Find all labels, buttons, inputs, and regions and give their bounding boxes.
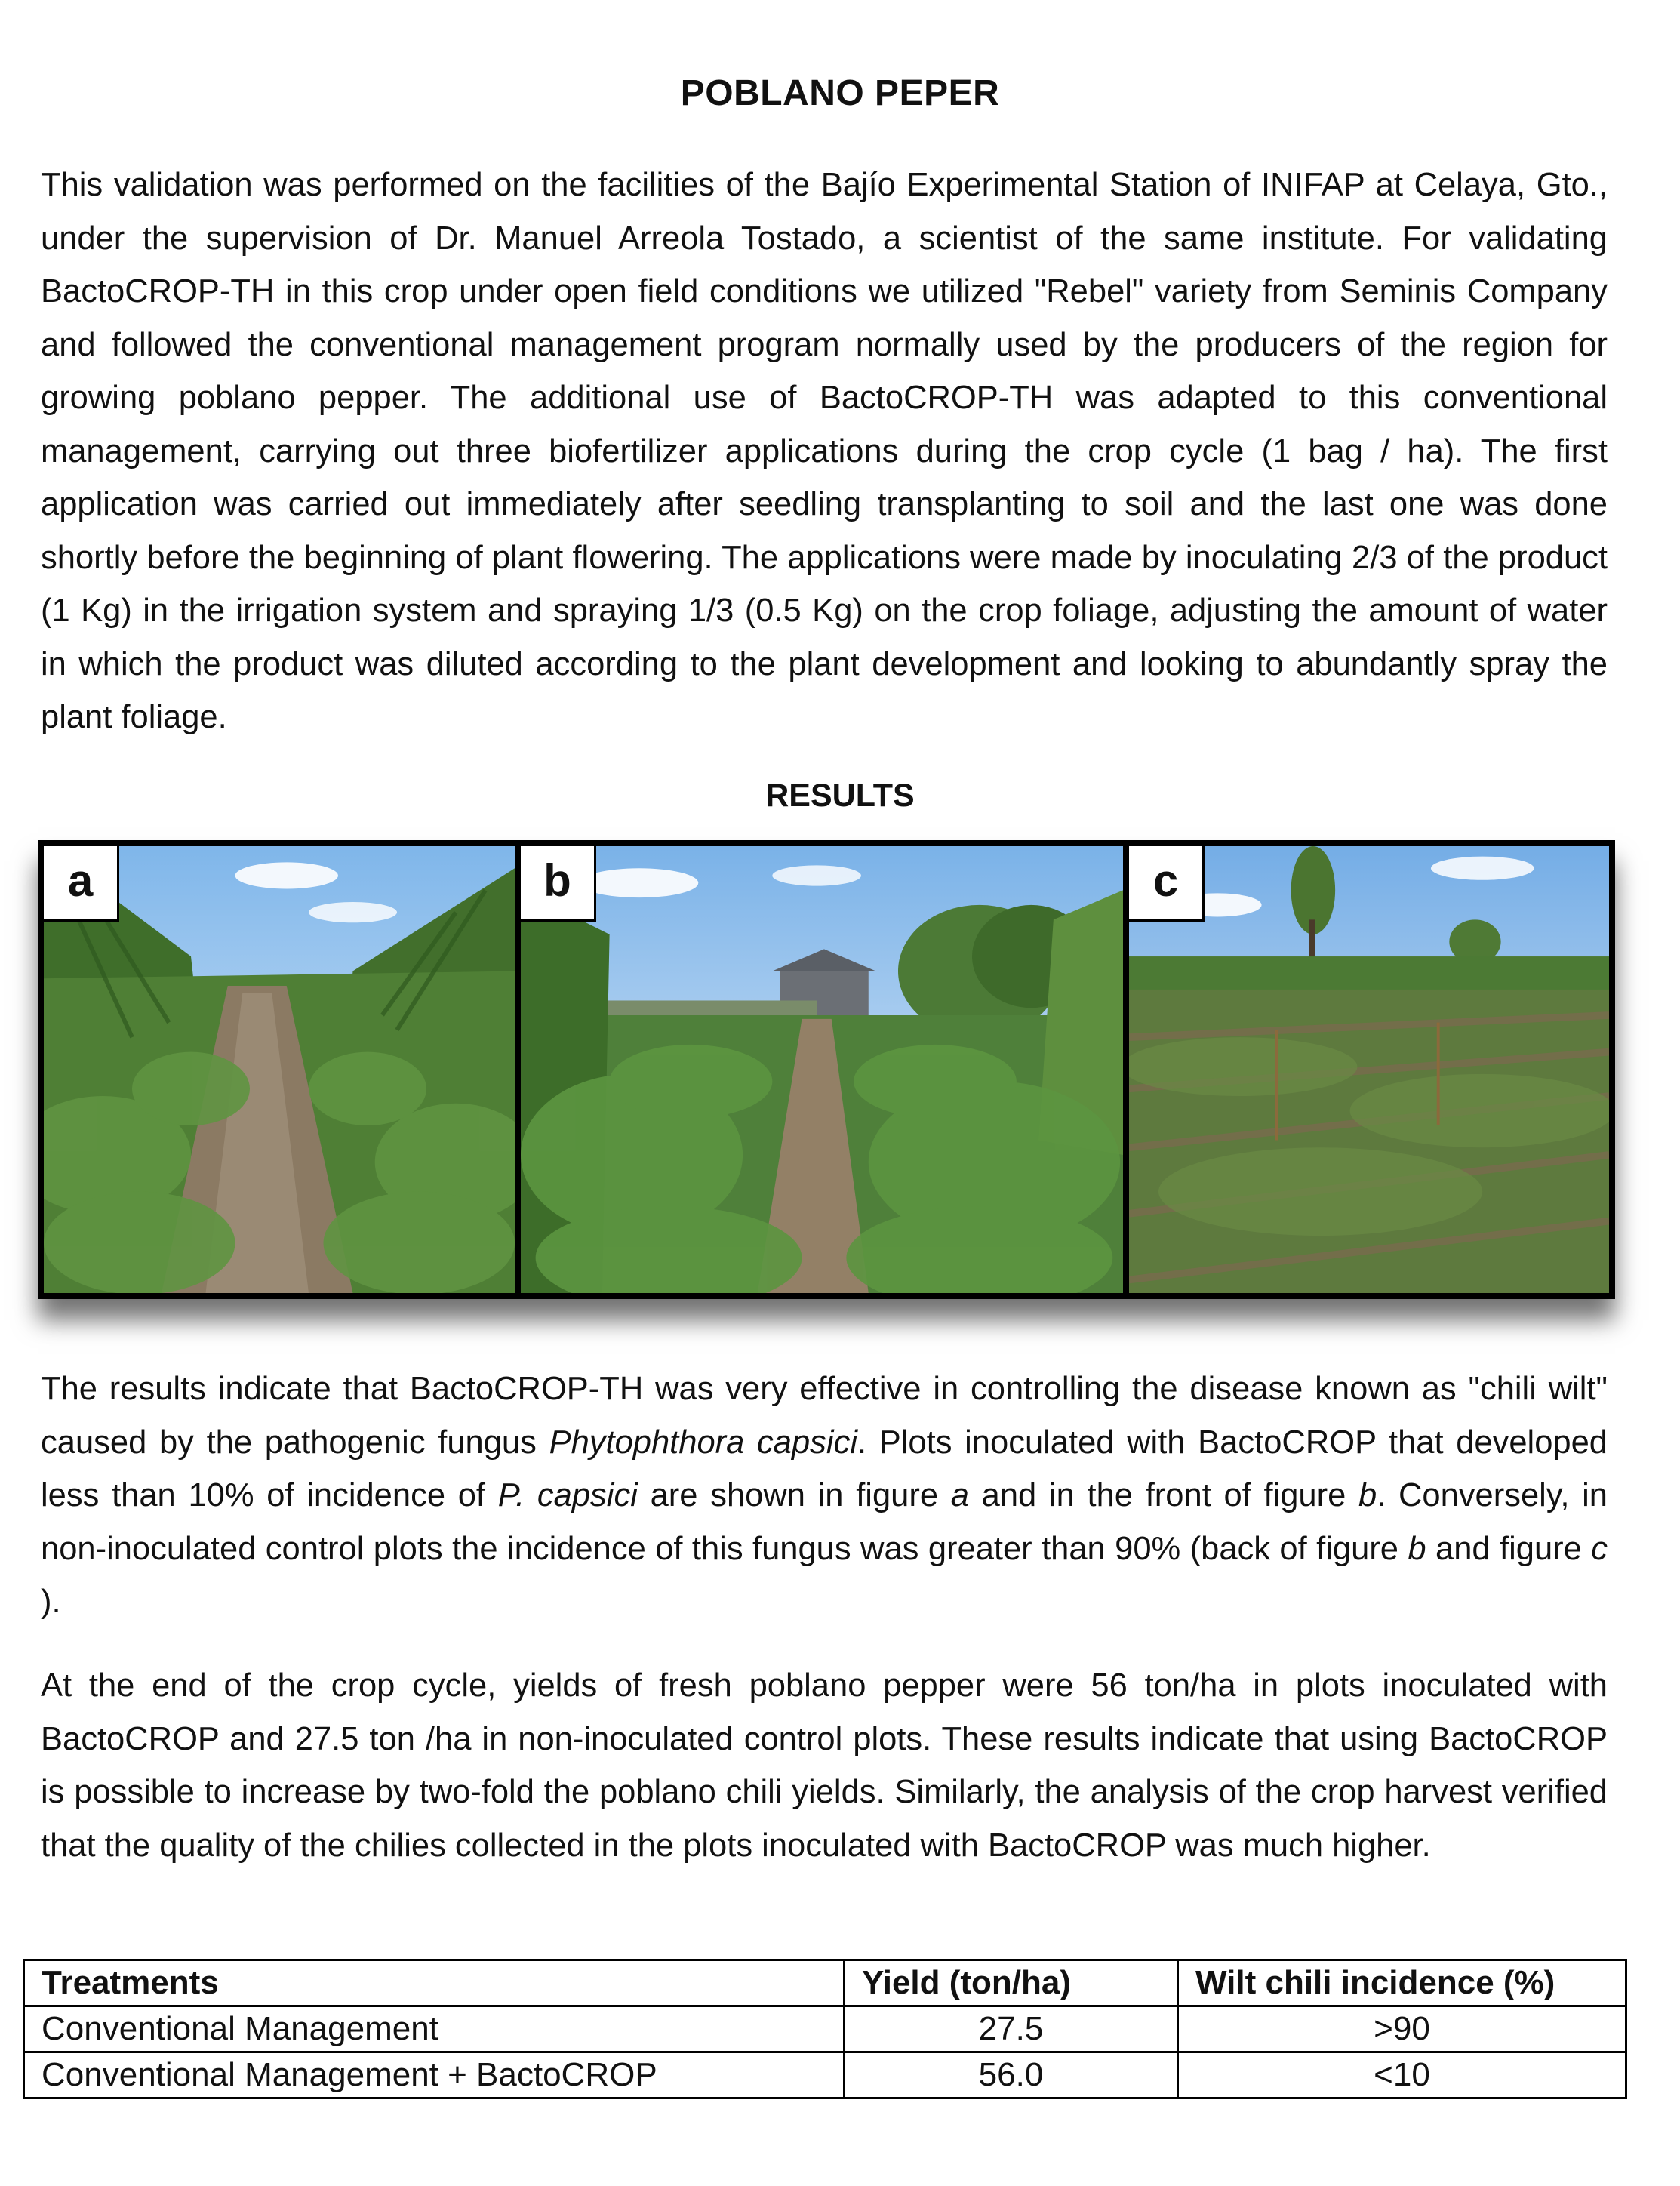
results-heading: RESULTS xyxy=(765,777,915,814)
results-text-6: and figure xyxy=(1426,1530,1592,1567)
results-text-3: are shown in figure xyxy=(637,1477,951,1513)
figure-ref-c: c xyxy=(1591,1530,1608,1567)
table-header: Wilt chili incidence (%) xyxy=(1178,1960,1626,2006)
pathogen-name: Phytophthora capsici xyxy=(549,1424,857,1461)
table-cell: 56.0 xyxy=(845,2052,1178,2098)
results-table xyxy=(23,1959,1627,2099)
photo-a-label: a xyxy=(44,846,119,922)
yield-paragraph: At the end of the crop cycle, yields of fresh poblano pepper were 56 ton/ha in plots inoculated with BactoCROP and 27.5 ton /ha in non-inoculated control plots. These results indicate that using BactoCROP is possible to increase by two-fold the poblano chili yields. Similarly, the analysis of the crop harvest verified that the quality of the chilies collected in the plots inoculated with BactoCROP was much higher. xyxy=(41,1667,1608,1864)
results-paragraph xyxy=(41,1362,1608,1629)
table-header-row xyxy=(24,1960,1626,2006)
results-text-1: The results indicate that BactoCROP-TH was very effective in controlling the disease known as "chili wilt" caused by the pathogenic fungus xyxy=(41,1371,1608,1461)
table-cell: <10 xyxy=(1178,2052,1626,2098)
table-cell: 27.5 xyxy=(845,2006,1178,2052)
table-cell: Conventional Management + BactoCROP xyxy=(24,2052,845,2098)
figure-ref-a: a xyxy=(950,1477,969,1513)
photo-b-image xyxy=(521,846,1123,1293)
table-cell: Conventional Management xyxy=(24,2006,845,2052)
results-text-2: . Plots inoculated with BactoCROP that developed less than 10% of incidence of xyxy=(41,1424,1608,1513)
photo-strip xyxy=(38,840,1615,1299)
table-header: Treatments xyxy=(24,1960,845,2006)
results-text-7: ). xyxy=(41,1584,61,1620)
pathogen-short-name: P. capsici xyxy=(497,1477,638,1513)
photo-c-label: c xyxy=(1129,846,1205,922)
table-row xyxy=(24,2052,1626,2098)
photo-c xyxy=(1123,840,1615,1299)
photo-b xyxy=(515,840,1129,1299)
table-cell: >90 xyxy=(1178,2006,1626,2052)
table-row xyxy=(24,2006,1626,2052)
results-text-4: and in the front of figure xyxy=(968,1477,1358,1513)
figure-ref-b-2: b xyxy=(1408,1530,1426,1567)
figure-ref-b: b xyxy=(1358,1477,1377,1513)
page-title: POBLANO PEPER xyxy=(680,73,1000,113)
photo-b-label: b xyxy=(521,846,596,922)
table-header: Yield (ton/ha) xyxy=(845,1960,1178,2006)
photo-a xyxy=(38,840,521,1299)
results-text-5: . Conversely, in non-inoculated control plots the incidence of this fungus was greater than 90% (back of figure xyxy=(41,1477,1608,1567)
intro-paragraph: This validation was performed on the facilities of the Bajío Experimental Station of INIFAP at Celaya, Gto., under the supervision of Dr. Manuel Arreola Tostado, a scientist of the same institute. For validating BactoCROP-TH in this crop under open field conditions we utilized "Rebel" variety from Seminis Company and followed the conventional management program normally used by the producers of the region for growing poblano pepper. The additional use of BactoCROP-TH was adapted to this conventional management, carrying out three biofertilizer applications during the crop cycle (1 bag / ha). The first application was carried out immediately after seedling transplanting to soil and the last one was done shortly before the beginning of plant flowering. The applications were made by inoculating 2/3 of the product (1 Kg) in the irrigation system and spraying 1/3 (0.5 Kg) on the crop foliage, adjusting the amount of water in which the product was diluted according to the plant development and looking to abundantly spray the plant foliage. xyxy=(41,167,1608,735)
